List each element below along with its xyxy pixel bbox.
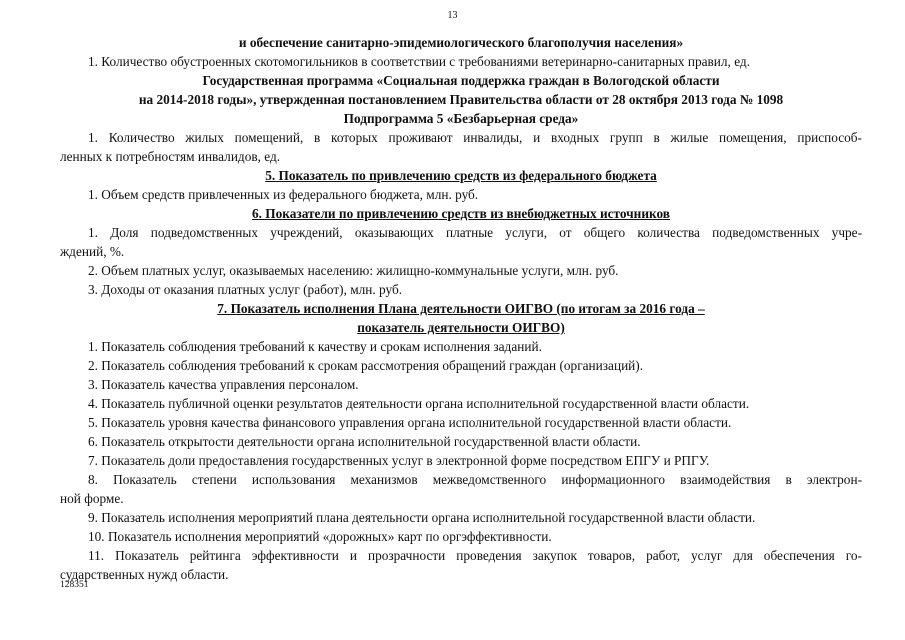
program-title-tail: и обеспечение санитарно-эпидемиологического благополучия населения»	[238, 35, 684, 50]
indicator-item: 7. Показатель доли предоставления государственных услуг в электронной форме посредством ЕПГУ и РПГУ.	[88, 453, 710, 468]
indicator-item: 10. Показатель исполнения мероприятий «дорожных» карт по оргэффективности.	[88, 529, 552, 544]
indicator-item: 1. Объем средств привлеченных из федерального бюджета, млн. руб.	[88, 187, 479, 202]
subprogram-heading: Подпрограмма 5 «Безбарьерная среда»	[343, 111, 579, 126]
section-heading-6: 6. Показатели по привлечению средств из внебюджетных источников	[251, 206, 670, 221]
indicator-item: 2. Показатель соблюдения требований к срокам рассмотрения обращений граждан (организаций).	[88, 358, 644, 373]
page-number: 13	[447, 10, 458, 21]
indicator-item: 3. Показатель качества управления персоналом.	[88, 377, 359, 392]
indicator-item: 1. Количество жилых помещений, в которых проживают инвалиды, и входных групп в жилые помещения, приспособ-	[88, 130, 862, 145]
indicator-item-continuation: ждений, %.	[60, 244, 125, 259]
section-heading-7-line2: показатель деятельности ОИГВО)	[357, 320, 565, 335]
indicator-item: 1. Количество обустроенных скотомогильников в соответствии с требованиями ветеринарно-санитарных правил, ед.	[88, 54, 751, 69]
indicator-item: 9. Показатель исполнения мероприятий плана деятельности органа исполнительной государственной власти области.	[88, 510, 756, 525]
section-heading-7-line1: 7. Показатель исполнения Плана деятельности ОИГВО (по итогам за 2016 года –	[217, 301, 705, 316]
indicator-item: 2. Объем платных услуг, оказываемых населению: жилищно-коммунальные услуги, млн. руб.	[88, 263, 619, 278]
indicator-item: 3. Доходы от оказания платных услуг (работ), млн. руб.	[88, 282, 403, 297]
indicator-item: 5. Показатель уровня качества финансового управления органа исполнительной государственной власти области.	[88, 415, 732, 430]
section-heading-5: 5. Показатель по привлечению средств из федерального бюджета	[265, 168, 657, 183]
indicator-item-continuation: ленных к потребностям инвалидов, ед.	[60, 149, 281, 164]
indicator-item-continuation: ной форме.	[60, 491, 124, 506]
indicator-item-continuation: сударственных нужд области.	[60, 567, 229, 582]
document-body	[60, 33, 862, 584]
program-heading-line1: Государственная программа «Социальная поддержка граждан в Вологодской области	[202, 73, 720, 88]
indicator-item: 1. Показатель соблюдения требований к качеству и срокам исполнения заданий.	[88, 339, 542, 354]
indicator-item: 6. Показатель открытости деятельности органа исполнительной государственной власти области.	[88, 434, 641, 449]
program-heading-line2: на 2014-2018 годы», утвержденная постановлением Правительства области от 28 октября 2013 года № 1098	[138, 92, 784, 107]
document-code: 128351	[60, 580, 89, 590]
indicator-item: 8. Показатель степени использования механизмов межведомственного информационного взаимодействия в электрон-	[88, 472, 862, 487]
indicator-item: 1. Доля подведомственных учреждений, оказывающих платные услуги, от общего количества подведомственных учре-	[88, 225, 862, 240]
indicator-item: 11. Показатель рейтинга эффективности и прозрачности проведения закупок товаров, работ, услуг для обеспечения го-	[88, 548, 862, 563]
indicator-item: 4. Показатель публичной оценки результатов деятельности органа исполнительной государственной власти области.	[88, 396, 750, 411]
